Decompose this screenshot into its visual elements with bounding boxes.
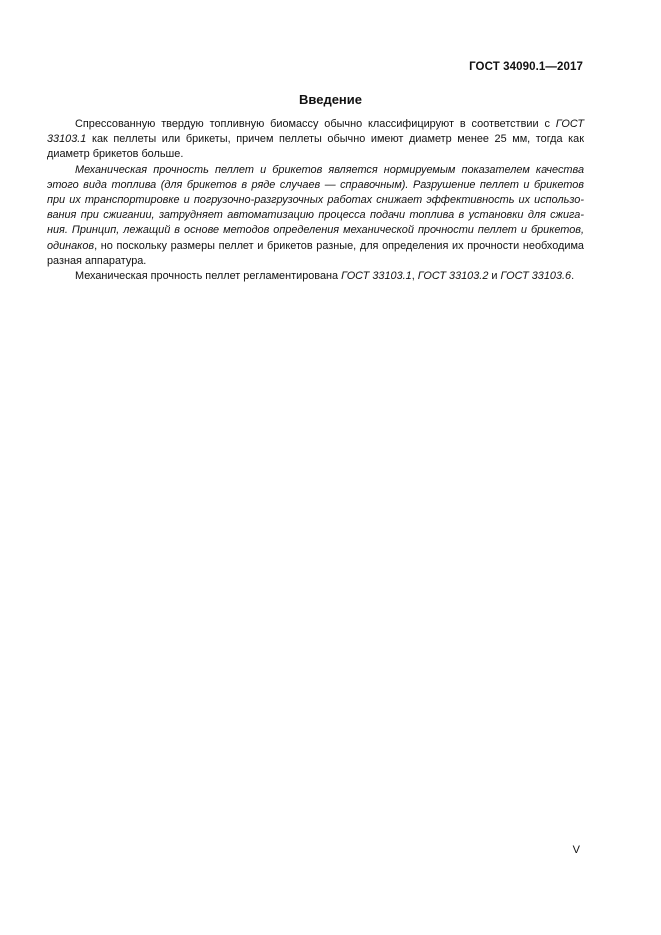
paragraph-classification [47, 117, 584, 163]
section-title: Введение [299, 92, 362, 107]
document-code-header: ГОСТ 34090.1—2017 [469, 61, 583, 73]
italic-text-span: Механическая прочность пеллет и брикетов является нормируемым показателем качества этого вида топлива (для брикетов в ряде случаев — справочным). Разрушение пеллет и брикетов при их транспортировке и погрузочно-разгрузочных работах снижает эффективность их использования при сжигании, затрудняет автоматизацию процесса подачи топлива в установки для сжигания. Принцип, лежащий в основе методов определения механической прочности пеллет и брикетов, одинаков [47, 163, 584, 252]
text-span: Спрессованную твердую топливную биомассу обычно классифицируют в соответствии с [75, 118, 556, 130]
introduction-body [47, 117, 584, 284]
text-span: , но поскольку размеры пеллет и брикетов разные, для определения их прочности необходима разная аппаратура. [47, 239, 584, 267]
text-span: . [571, 270, 575, 283]
standard-reference: ГОСТ 33103.2 [417, 270, 489, 283]
text-span: , [411, 270, 418, 283]
page-number: V [572, 844, 580, 856]
text-span: и [488, 270, 501, 283]
standard-reference: ГОСТ 33103.1 [47, 118, 584, 146]
text-span: как пеллеты или брикеты, причем пеллеты обычно имеют диаметр менее 25 мм, тогда как диаметр брикетов больше. [47, 133, 584, 161]
standard-reference: ГОСТ 33103.6 [500, 270, 572, 283]
text-span: Механическая прочность пеллет регламентирована [75, 270, 342, 283]
paragraph-mechanical-strength [47, 163, 584, 269]
paragraph-regulation [47, 269, 584, 284]
standard-reference: ГОСТ 33103.1 [341, 270, 412, 283]
